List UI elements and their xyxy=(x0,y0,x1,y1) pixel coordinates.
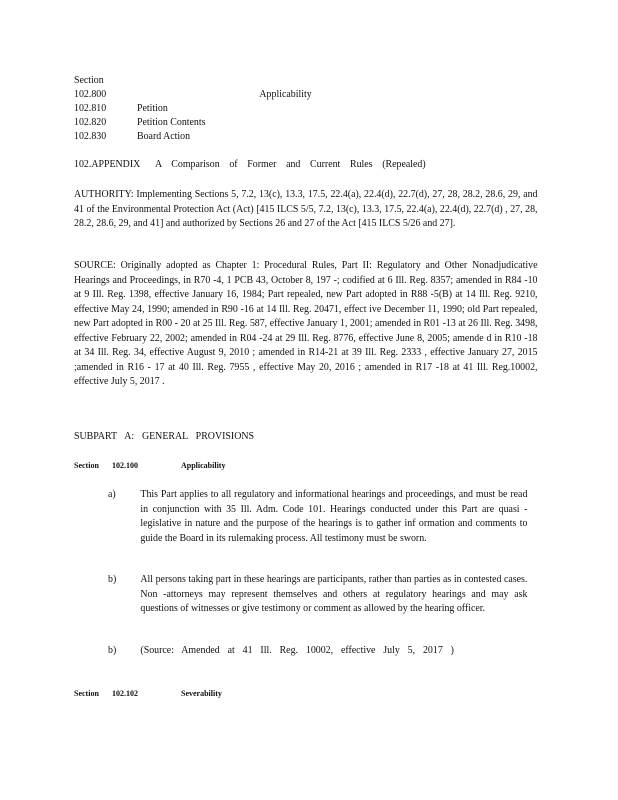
item-label: a) xyxy=(108,488,116,500)
item-text: This Part applies to all regulatory and informational hearings and proceedings, and must be read in conjunction with 35 Ill. Adm. Code 101. Hearings conducted under this Part are quasi -legislative in nature and the purpose of the hearings is to gather inf ormation and comments to guide the Board in its rulemaking process. All testimony must be sworn. xyxy=(140,488,528,544)
item-text: All persons taking part in these hearings are participants, rather than parties as in contested cases. Non -attorneys may represent themselves and others at regulatory hearings and may ask questions of witnesses or give testimony or comment as allowed by the hearing officer. xyxy=(140,573,528,614)
section-heading xyxy=(74,689,274,699)
section-title: Severability xyxy=(181,689,222,698)
toc-appendix-label: 102.APPENDIX xyxy=(74,158,141,170)
item-label: b) xyxy=(108,573,117,585)
toc-section-number: 102.830 xyxy=(74,130,107,142)
source-note: SOURCE: Originally adopted as Chapter 1: Procedural Rules, Part II: Regulatory and Other Nonadjudicative Hearings and Proceedings, in R70 -4, 1 PCB 43, October 8, 197 -; codified at 6 Ill. Reg. 8357; amended in R84 -10 at 9 Ill. Reg. 1398, effective January 16, 1984; Part repealed, new Part adopted in R88 -5(B) at 14 Ill. Reg. 9210, effective May 24, 1990; amended in R90 -16 at 14 Ill. Reg. 20471, effect ive December 11, 1990; old Part repealed, new Part adopted in R00 - 20 at 25 Ill. Reg. 587, effective January 1, 2001; amended in R01 -13 at 26 Ill. Reg. 3498, effective February 22, 2002; amended in R04 -24 at 29 Ill. Reg. 8776, effective June 8, 2005; amende d in R10 -18 at 34 Ill. Reg. 34, effective August 9, 2010 ; amended in R14-21 at 39 Ill. Reg. 2333 , effective January 27, 2015 ;amended in R16 - 17 at 40 Ill. Reg. 7955 , effective May 20, 2016 ; amended in R17 -18 at 41 Ill. Reg.10002, effective July 5, 2017 . xyxy=(74,259,538,387)
toc-appendix-title: A Comparison of Former and Current Rules (Repealed) xyxy=(155,158,426,170)
source-amendment-text: (Source: Amended at 41 Ill. Reg. 10002, effective July 5, 2017 ) xyxy=(140,644,454,656)
section-title: Applicability xyxy=(181,461,226,470)
authority-note: AUTHORITY: Implementing Sections 5, 7.2, 13(c), 13.3, 17.5, 22.4(a), 22.4(d), 22.7(d), 27, 28, 28.2, 28.6, 29, and 41 of the Environmental Protection Act (Act) [415 ILCS 5/5, 7.2, 13(c), 13.3, 17.5, 22.4(a), 22.4(d), 22.7(d) , 27, 28, 28.2, 28.6, 29, and 41] and authorized by Sections 26 and 27 of the Act [415 ILCS 5/26 and 27]. xyxy=(74,188,538,229)
item-label: b) xyxy=(108,644,117,656)
toc-section-title: Board Action xyxy=(137,130,191,142)
toc-section-number: 102.820 xyxy=(74,116,107,128)
toc-header-label: Section xyxy=(74,74,104,86)
toc-section-title: Applicability xyxy=(259,88,312,100)
toc-section-number: 102.810 xyxy=(74,102,107,114)
section-label: Section xyxy=(74,689,99,698)
section-label: Section xyxy=(74,461,99,470)
toc-section-title: Petition Contents xyxy=(137,116,206,128)
toc-section-title: Petition xyxy=(137,102,168,114)
section-heading xyxy=(74,461,274,471)
section-number: 102.102 xyxy=(112,689,138,698)
section-number: 102.100 xyxy=(112,461,138,470)
toc-section-number: 102.800 xyxy=(74,88,107,100)
subpart-heading: SUBPART A: GENERAL PROVISIONS xyxy=(74,430,254,442)
